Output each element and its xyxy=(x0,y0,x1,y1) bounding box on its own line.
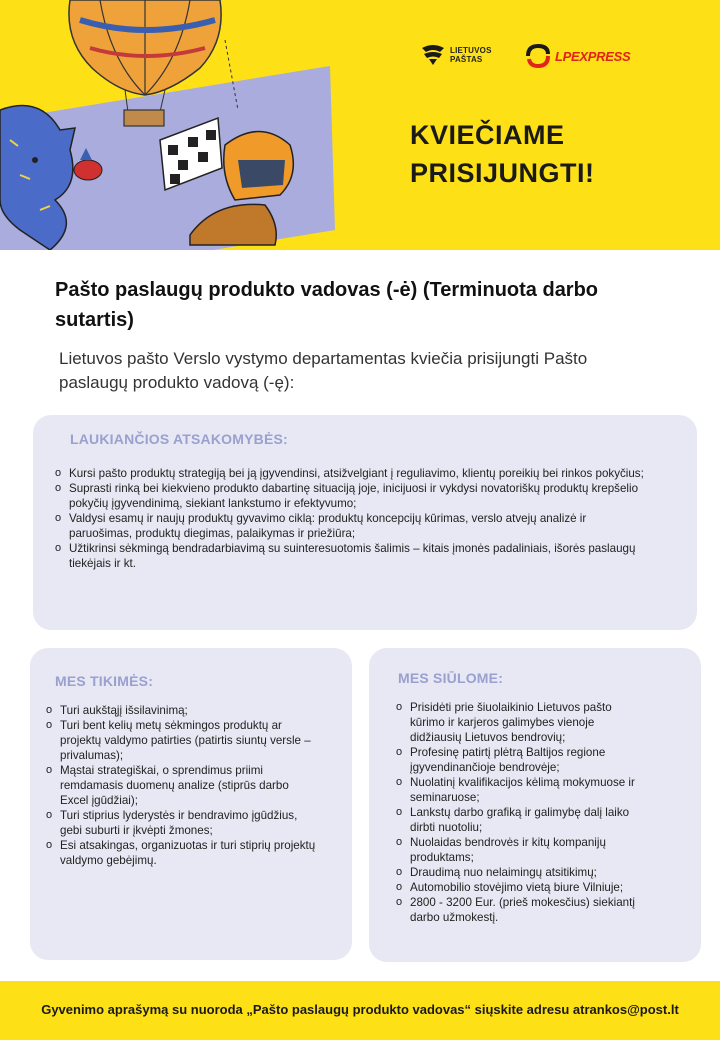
headline xyxy=(410,116,710,192)
list-item: o Prisidėti prie šiuolaikinio Lietuvos pašto kūrimo ir karjeros galimybes vienoje didžiausių Lietuvos bendrovių; xyxy=(396,700,646,745)
lpexpress-logo xyxy=(524,44,630,68)
lpexpress-swirl-icon xyxy=(524,44,552,68)
list-item: o Suprasti rinką bei kiekvieno produkto dabartinę situaciją joje, inicijuosi ir vykdysi novatoriškų produktų krepšelio pokyčių įgyvendinimą, siekiant lankstumo ir efektyvumo; xyxy=(55,481,645,511)
offers-heading: MES SIŪLOME: xyxy=(398,670,504,686)
post-horn-icon xyxy=(420,44,446,66)
headline-line1: KVIEČIAME xyxy=(410,120,565,150)
offers-list xyxy=(396,700,646,925)
list-item: o Valdysi esamų ir naujų produktų gyvavimo ciklą: produktų koncepcijų kūrimas, verslo atvejų analizė ir paruošimas, produktų diegimas, palaikymas ir priežiūra; xyxy=(55,511,645,541)
list-item: o Lankstų darbo grafiką ir galimybę dalį laiko dirbti nuotoliu; xyxy=(396,805,646,835)
headline-line2: PRISIJUNGTI! xyxy=(410,158,595,188)
list-item: o Turi bent kelių metų sėkmingos produktų ar projektų valdymo patirties (patirtis siuntų versle – privalumas); xyxy=(46,718,316,763)
footer-bar xyxy=(0,981,720,1040)
illustration xyxy=(0,0,340,250)
expectations-list xyxy=(46,703,316,868)
list-item: o 2800 - 3200 Eur. (prieš mokesčius) siekiantį darbo užmokestį. xyxy=(396,895,646,925)
list-item: o Kursi pašto produktų strategiją bei ją įgyvendinsi, atsižvelgiant į reguliavimo, klientų poreikių bei rinkos pokyčius; xyxy=(55,466,645,481)
responsibilities-card xyxy=(33,415,697,630)
lietuvos-pastas-logo xyxy=(420,44,492,66)
expectations-card xyxy=(30,648,352,960)
list-item: o Užtikrinsi sėkmingą bendradarbiavimą su suinteresuotomis šalimis – kitais įmonės padaliniais, išorės paslaugų tiekėjais ir kt. xyxy=(55,541,645,571)
list-item: o Nuolatinį kvalifikacijos kėlimą mokymuose ir seminaruose; xyxy=(396,775,646,805)
header-banner xyxy=(0,0,720,250)
offers-card xyxy=(369,648,701,962)
responsibilities-heading: LAUKIANČIOS ATSAKOMYBĖS: xyxy=(70,431,288,447)
logo-lp-line1: LIETUVOS xyxy=(450,46,492,55)
expectations-heading: MES TIKIMĖS: xyxy=(55,673,154,689)
responsibilities-list xyxy=(55,466,645,571)
list-item: o Turi stiprius lyderystės ir bendravimo įgūdžius, gebi suburti ir įkvėpti žmones; xyxy=(46,808,316,838)
list-item: o Esi atsakingas, organizuotas ir turi stiprių projektų valdymo gebėjimų. xyxy=(46,838,316,868)
list-item: o Profesinę patirtį plėtrą Baltijos regione įgyvendinančioje bendrovėje; xyxy=(396,745,646,775)
logo-group xyxy=(420,44,650,72)
lpexpress-logo-text: LPEXPRESS xyxy=(555,48,631,64)
list-item: o Automobilio stovėjimo vietą biure Vilniuje; xyxy=(396,880,646,895)
logo-lp-line2: PAŠTAS xyxy=(450,55,483,64)
job-intro: Lietuvos pašto Verslo vystymo departamentas kviečia prisijungti Pašto paslaugų produkto vadovą (-ę): xyxy=(59,349,588,392)
list-item: o Draudimą nuo nelaimingų atsitikimų; xyxy=(396,865,646,880)
job-title: Pašto paslaugų produkto vadovas (-ė) (Terminuota darbo sutartis) xyxy=(55,279,599,331)
list-item: o Turi aukštąjį išsilavinimą; xyxy=(46,703,316,718)
application-instructions: Gyvenimo aprašymą su nuoroda „Pašto paslaugų produkto vadovas“ siųskite adresu atrankos@post.lt xyxy=(41,1002,679,1017)
list-item: o Mąstai strategiškai, o sprendimus priimi remdamasis duomenų analize (stiprūs darbo Excel įgūdžiai); xyxy=(46,763,316,808)
list-item: o Nuolaidas bendrovės ir kitų kompanijų produktams; xyxy=(396,835,646,865)
